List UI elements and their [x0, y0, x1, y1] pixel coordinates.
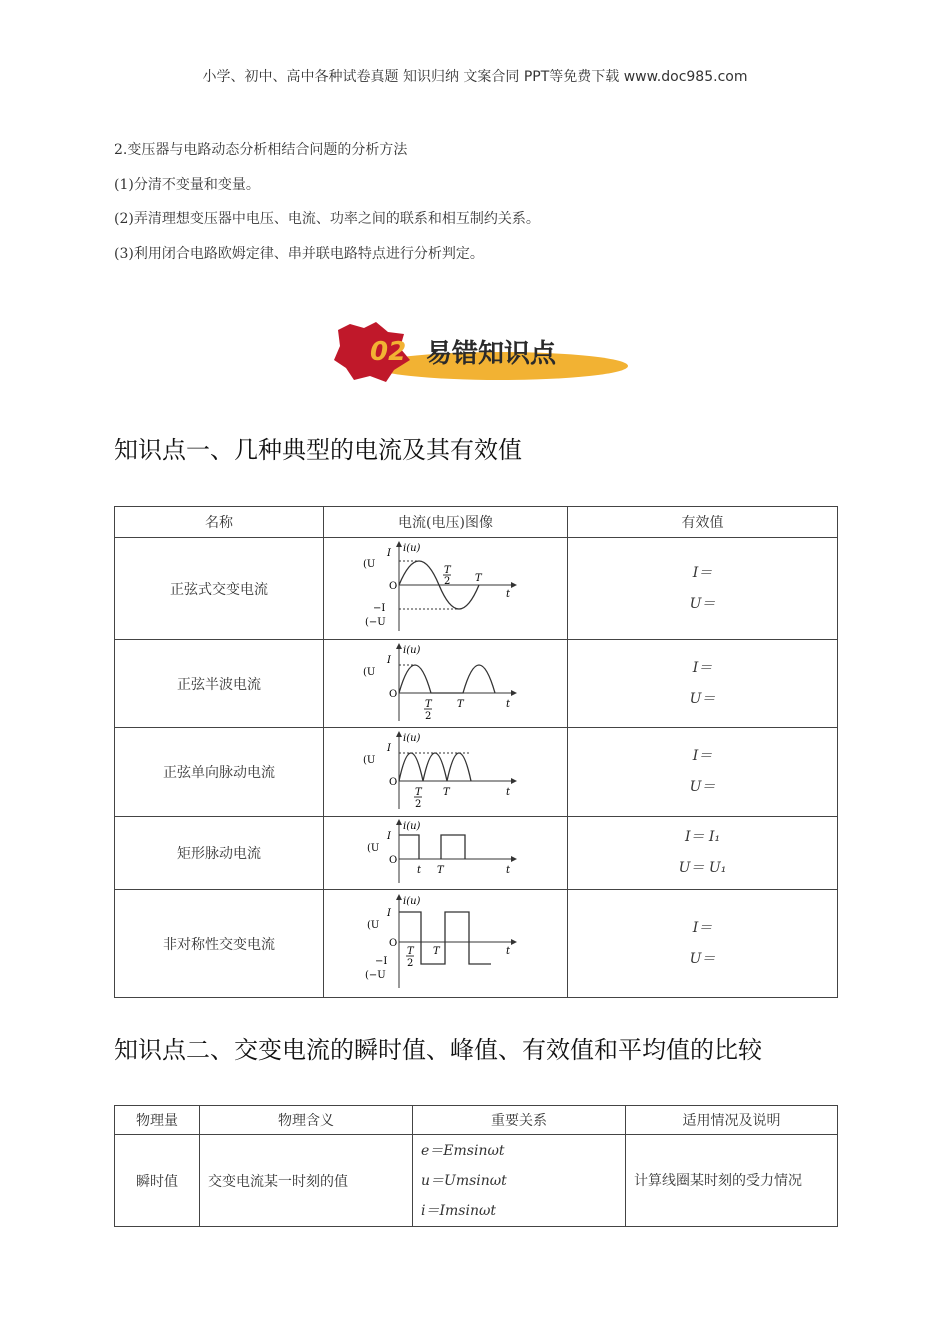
- svg-text:O: O: [388, 937, 397, 949]
- svg-text:t: t: [505, 787, 510, 798]
- svg-text:i(u): i(u): [402, 733, 420, 744]
- table-header-row: [115, 507, 838, 538]
- table-header-row: [115, 1106, 838, 1135]
- svg-text:i(u): i(u): [402, 821, 420, 832]
- effective-value: [568, 640, 838, 728]
- svg-text:T: T: [443, 564, 451, 576]
- current-name: 正弦式交变电流: [115, 538, 324, 640]
- svg-text:i(u): i(u): [402, 644, 420, 656]
- current-name: 矩形脉动电流: [115, 817, 324, 890]
- effective-value: [568, 728, 838, 817]
- svg-text:2: 2: [424, 710, 431, 722]
- svg-text:O: O: [388, 777, 397, 788]
- svg-text:T: T: [456, 698, 464, 710]
- asym-square-graph: [324, 890, 568, 998]
- svg-text:i(u): i(u): [402, 895, 420, 907]
- effective-i: I＝ I₁: [684, 829, 721, 845]
- svg-text:(−U: (−U: [364, 969, 386, 981]
- svg-text:T: T: [442, 787, 450, 798]
- intro-item: (2)弄清理想变压器中电压、电流、功率之间的联系和相互制约关系。: [114, 211, 540, 227]
- full-wave-graph: [324, 728, 568, 817]
- quantity-cell: 瞬时值: [115, 1135, 200, 1227]
- effective-i: I＝: [692, 919, 713, 936]
- svg-text:I: I: [386, 654, 391, 666]
- current-name: 非对称性交变电流: [115, 890, 324, 998]
- comparison-table: [114, 1105, 838, 1227]
- section2-heading: 知识点二、交变电流的瞬时值、峰值、有效值和平均值的比较: [114, 1036, 762, 1064]
- svg-text:2: 2: [414, 799, 421, 810]
- svg-text:I: I: [386, 743, 391, 754]
- svg-text:O: O: [388, 688, 397, 700]
- col-header: 物理含义: [200, 1106, 413, 1135]
- effective-i: I＝: [692, 659, 713, 676]
- col-header: 有效值: [568, 507, 838, 538]
- col-header: 物理量: [115, 1106, 200, 1135]
- banner-number: 02: [370, 337, 407, 367]
- effective-i: I＝: [692, 748, 713, 764]
- note-cell: 计算线圈某时刻的受力情况: [626, 1135, 838, 1227]
- svg-text:(U: (U: [362, 666, 375, 678]
- table-row: [115, 728, 838, 817]
- effective-u: U＝: [689, 950, 716, 967]
- relation: u＝Umsinωt: [421, 1172, 507, 1189]
- svg-text:2: 2: [406, 957, 413, 969]
- svg-text:I: I: [386, 547, 391, 559]
- svg-text:t: t: [505, 945, 510, 957]
- effective-u: U＝: [689, 690, 716, 707]
- svg-text:T: T: [406, 945, 414, 957]
- current-name: 正弦单向脉动电流: [115, 728, 324, 817]
- intro-item: (1)分清不变量和变量。: [114, 177, 260, 193]
- effective-u: U＝: [689, 779, 716, 795]
- table-row: [115, 1135, 838, 1227]
- effective-u: U＝ U₁: [678, 860, 727, 876]
- svg-text:T: T: [414, 787, 422, 798]
- section1-heading: 知识点一、几种典型的电流及其有效值: [114, 436, 522, 464]
- table-row: [115, 640, 838, 728]
- col-header: 名称: [115, 507, 324, 538]
- svg-text:(U: (U: [366, 919, 379, 931]
- effective-value: [568, 817, 838, 890]
- section-banner: [330, 320, 630, 386]
- table-row: [115, 817, 838, 890]
- rect-pulse-graph: [324, 817, 568, 890]
- svg-text:2: 2: [443, 575, 450, 587]
- svg-text:t: t: [416, 865, 421, 876]
- svg-text:t: t: [505, 588, 510, 600]
- col-header: 适用情况及说明: [626, 1106, 838, 1135]
- meaning-cell: 交变电流某一时刻的值: [200, 1135, 413, 1227]
- banner-text: 易错知识点: [426, 339, 557, 369]
- col-header: 电流(电压)图像: [324, 507, 568, 538]
- svg-text:−I: −I: [374, 955, 387, 967]
- svg-text:T: T: [432, 945, 440, 957]
- svg-text:−I: −I: [372, 602, 385, 614]
- relation: e＝Emsinωt: [421, 1142, 505, 1159]
- svg-text:(U: (U: [362, 755, 375, 766]
- effective-value: [568, 890, 838, 998]
- svg-text:(−U: (−U: [364, 616, 386, 628]
- page-header: 小学、初中、高中各种试卷真题 知识归纳 文案合同 PPT等免费下载 www.doc985.com: [202, 69, 748, 85]
- svg-text:I: I: [386, 907, 391, 919]
- sine-graph: [324, 538, 568, 640]
- svg-text:O: O: [388, 855, 397, 866]
- table-row: [115, 890, 838, 998]
- relations-cell: [413, 1135, 626, 1227]
- svg-text:T: T: [436, 865, 444, 876]
- svg-text:t: t: [505, 865, 510, 876]
- svg-text:(U: (U: [366, 843, 379, 854]
- effective-u: U＝: [689, 595, 716, 612]
- effective-value: [568, 538, 838, 640]
- relation: i＝Imsinωt: [421, 1202, 497, 1219]
- half-wave-graph: [324, 640, 568, 728]
- svg-text:T: T: [474, 572, 482, 584]
- waveform-table: [114, 506, 838, 998]
- col-header: 重要关系: [413, 1106, 626, 1135]
- table-row: [115, 538, 838, 640]
- intro-title: 2.变压器与电路动态分析相结合问题的分析方法: [114, 142, 408, 158]
- intro-item: (3)利用闭合电路欧姆定律、串并联电路特点进行分析判定。: [114, 246, 484, 262]
- svg-text:t: t: [505, 698, 510, 710]
- svg-text:(U: (U: [362, 558, 375, 570]
- svg-text:I: I: [386, 831, 391, 842]
- effective-i: I＝: [692, 564, 713, 581]
- svg-text:i(u): i(u): [402, 542, 420, 554]
- svg-text:O: O: [388, 580, 397, 592]
- svg-text:T: T: [424, 698, 432, 710]
- current-name: 正弦半波电流: [115, 640, 324, 728]
